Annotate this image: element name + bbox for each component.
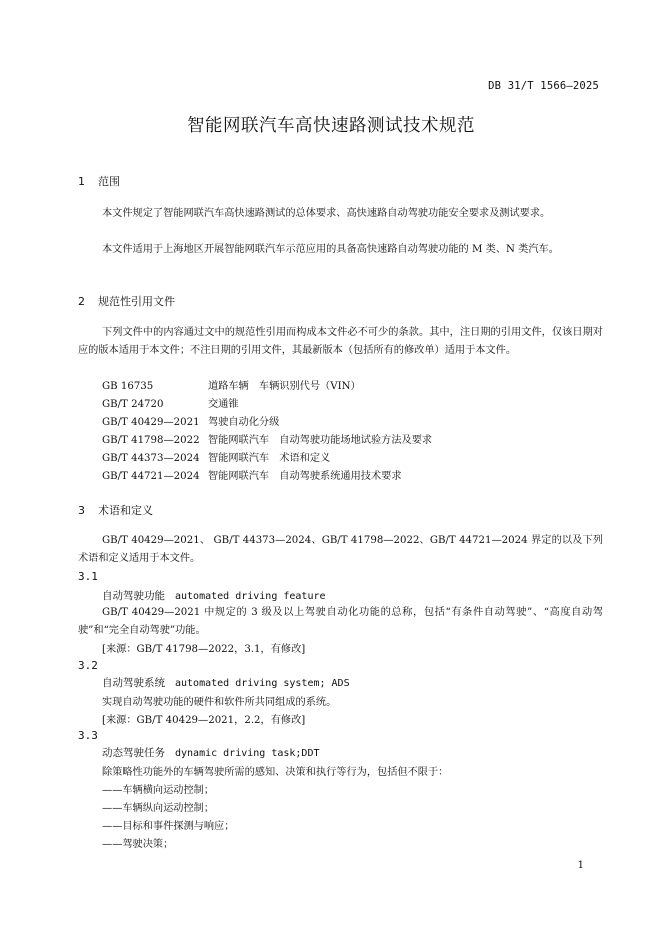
term-english: automated driving system; ADS	[175, 678, 350, 689]
reference-title: 智能网联汽车 自动驾驶功能场地试验方法及要求	[208, 435, 433, 446]
term-definition: GB/T 40429—2021 中规定的 3 级及以上驾驶自动化功能的总称，包括“有条件自动驾驶”、“高度自动驾驶”和“完全自动驾驶”功能。	[78, 607, 603, 636]
reference-item	[102, 396, 239, 414]
list-item: ——车辆纵向运动控制；	[102, 803, 215, 814]
section-2-heading	[78, 293, 175, 309]
clause-number: 3.1	[78, 570, 98, 583]
section-number: 1	[78, 175, 85, 188]
section-number: 2	[78, 295, 85, 308]
term-definition: 除策略性功能外的车辆驾驶所需的感知、决策和执行等行为，包括但不限于：	[102, 767, 449, 778]
term-english: automated driving feature	[175, 591, 326, 602]
term-source: [来源：GB/T 41798—2022，3.1，有修改]	[102, 644, 306, 655]
reference-code: GB/T 24720	[102, 399, 164, 410]
term-english: dynamic driving task;DDT	[175, 748, 320, 759]
term-definition: 实现自动驾驶功能的硬件和软件所共同组成的系统。	[102, 697, 337, 708]
term-entry	[102, 745, 320, 760]
section-title: 范围	[98, 175, 120, 188]
clause-number: 3.2	[78, 659, 98, 672]
standard-code: DB 31/T 1566—2025	[488, 80, 599, 92]
list-item: ——车辆横向运动控制；	[102, 785, 215, 796]
reference-item	[102, 414, 279, 432]
section-1-heading	[78, 173, 120, 189]
term-chinese: 自动驾驶系统	[102, 677, 165, 689]
reference-item	[102, 450, 330, 468]
reference-code: GB 16735	[102, 381, 154, 392]
clause-number: 3.3	[78, 729, 98, 742]
reference-title: 交通锥	[208, 399, 239, 410]
term-entry	[102, 588, 326, 603]
reference-code: GB/T 41798—2022	[102, 435, 200, 446]
list-item: ——目标和事件探测与响应；	[102, 821, 235, 832]
section-number: 3	[78, 504, 85, 517]
reference-title: 智能网联汽车 术语和定义	[208, 453, 331, 464]
section-3-heading	[78, 502, 153, 518]
paragraph: 本文件规定了智能网联汽车高快速路测试的总体要求、高快速路自动驾驶功能安全要求及测试要求。	[102, 208, 551, 219]
paragraph: 下列文件中的内容通过文中的规范性引用而构成本文件必不可少的条款。其中，注日期的引用文件，仅该日期对应的版本适用于本文件；不注日期的引用文件，其最新版本（包括所有的修改单）适用于本文件。	[78, 327, 603, 356]
reference-item	[102, 378, 361, 396]
reference-title: 道路车辆 车辆识别代号（VIN）	[208, 381, 361, 392]
list-item: ——驾驶决策；	[102, 839, 174, 850]
section-title: 规范性引用文件	[98, 295, 175, 308]
section-title: 术语和定义	[98, 504, 153, 517]
reference-code: GB/T 40429—2021	[102, 417, 200, 428]
paragraph: 本文件适用于上海地区开展智能网联汽车示范应用的具备高快速路自动驾驶功能的 M 类、N 类汽车。	[102, 244, 559, 255]
reference-code: GB/T 44373—2024	[102, 453, 200, 464]
term-source: [来源：GB/T 40429—2021，2.2，有修改]	[102, 715, 306, 726]
term-chinese: 动态驾驶任务	[102, 747, 165, 759]
reference-title: 智能网联汽车 自动驾驶系统通用技术要求	[208, 471, 402, 482]
paragraph: GB/T 40429—2021、 GB/T 44373—2024、GB/T 41798—2022、GB/T 44721—2024 界定的以及下列术语和定义适用于本文件。	[78, 535, 603, 564]
term-chinese: 自动驾驶功能	[102, 590, 165, 602]
reference-title: 驾驶自动化分级	[208, 417, 280, 428]
page-number: 1	[577, 860, 584, 871]
term-entry	[102, 675, 350, 690]
reference-code: GB/T 44721—2024	[102, 471, 200, 482]
reference-item	[102, 432, 432, 450]
reference-item	[102, 468, 402, 486]
document-title: 智能网联汽车高快速路测试技术规范	[187, 116, 475, 136]
